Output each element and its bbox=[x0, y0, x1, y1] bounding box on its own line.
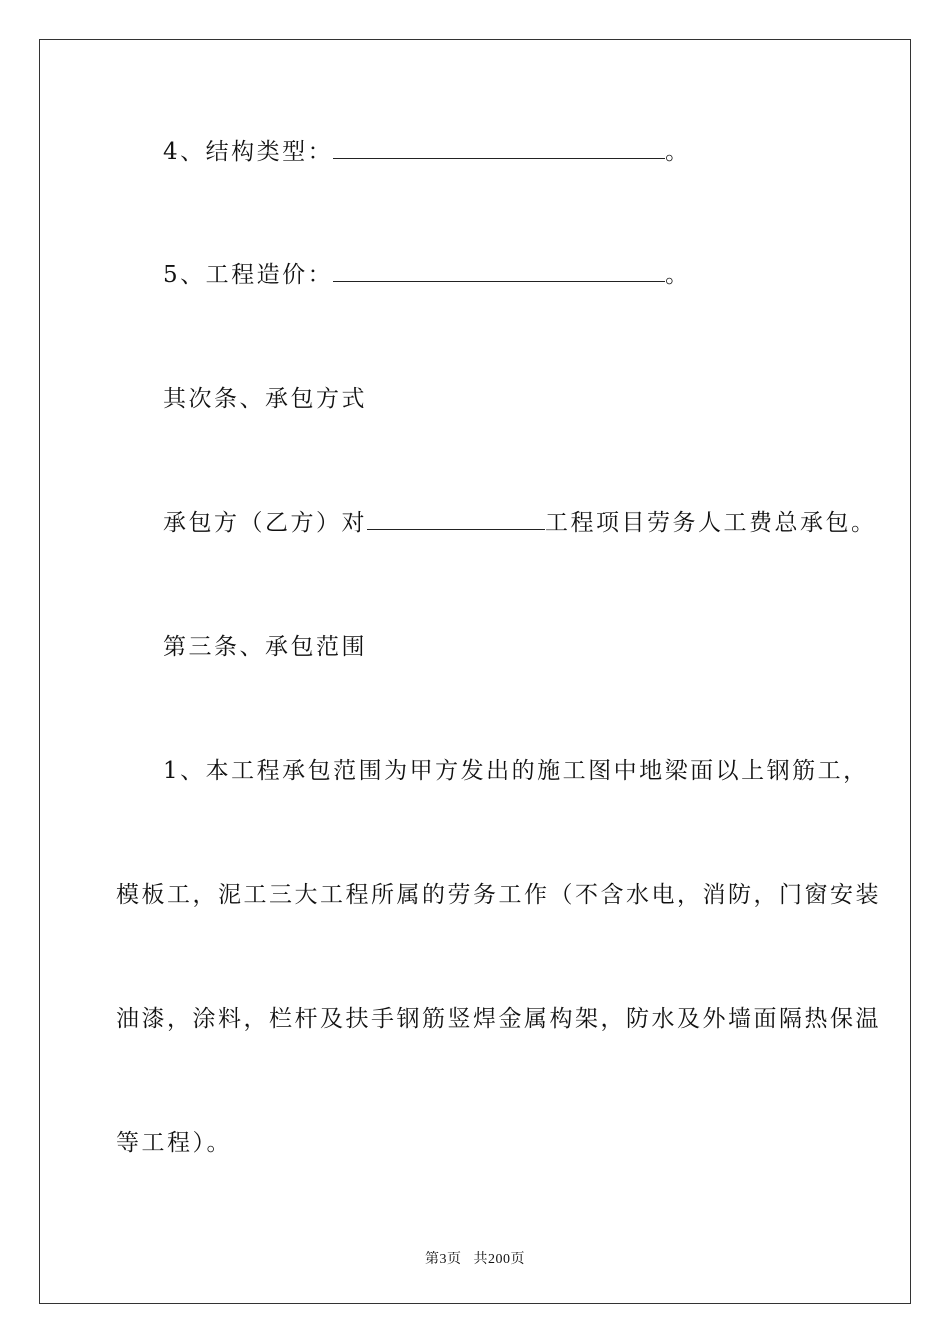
item-5-label: 5、工程造价： bbox=[163, 262, 334, 288]
item-4-end: 。 bbox=[665, 139, 691, 165]
page-number-total: 共200页 bbox=[473, 1252, 525, 1267]
article-2-contract-method bbox=[163, 508, 877, 538]
article-2-suffix: 工程项目劳务人工费总承包。 bbox=[545, 510, 877, 536]
item-4-structure-type bbox=[163, 137, 691, 167]
project-name-blank-field[interactable] bbox=[367, 509, 545, 530]
scope-line-2: 模板工，泥工三大工程所属的劳务工作（不含水电，消防，门窗安装 bbox=[116, 882, 881, 908]
scope-line-4: 等工程）。 bbox=[116, 1130, 232, 1156]
article-2-prefix: 承包方（乙方）对 bbox=[163, 510, 367, 536]
page-border bbox=[39, 39, 911, 1304]
item-4-label: 4、结构类型： bbox=[163, 139, 334, 165]
article-2-heading: 其次条、承包方式 bbox=[163, 386, 367, 412]
scope-line-1: 1、本工程承包范围为甲方发出的施工图中地梁面以上钢筋工， bbox=[163, 758, 869, 784]
page-number-current: 第3页 bbox=[425, 1252, 462, 1267]
item-5-project-cost bbox=[163, 260, 691, 290]
item-5-end: 。 bbox=[665, 262, 691, 288]
article-3-heading: 第三条、承包范围 bbox=[163, 634, 367, 660]
item-4-blank-field[interactable] bbox=[333, 138, 665, 159]
page-footer bbox=[0, 1248, 950, 1268]
scope-line-3: 油漆，涂料，栏杆及扶手钢筋竖焊金属构架，防水及外墙面隔热保温 bbox=[116, 1006, 881, 1032]
item-5-blank-field[interactable] bbox=[333, 261, 665, 282]
